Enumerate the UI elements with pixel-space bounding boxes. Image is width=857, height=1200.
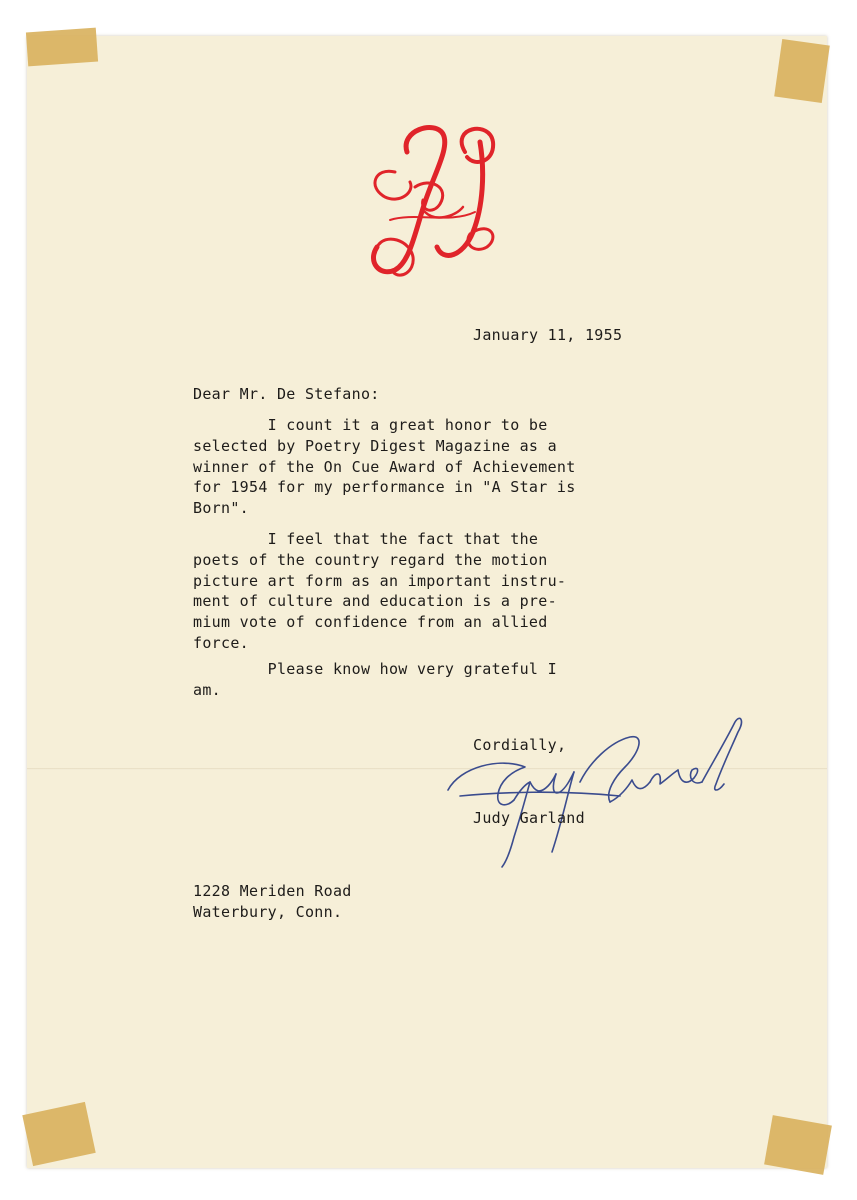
address-city: Waterbury, Conn. (193, 903, 343, 921)
letter-salutation: Dear Mr. De Stefano: (193, 385, 380, 403)
monogram-logo (355, 112, 505, 282)
handwritten-signature (440, 712, 750, 872)
letter-date: January 11, 1955 (473, 326, 623, 344)
address-street: 1228 Meriden Road (193, 882, 352, 900)
letter-paragraph-3: Please know how very grateful I am. (193, 660, 557, 699)
letter-closing: Cordially, (473, 736, 567, 754)
letter-paragraph-2: I feel that the fact that the poets of the country regard the motion picture art form as an important instru- ment of culture and education is a pre- mium vote of confidence from an allied force. (193, 530, 567, 652)
tape-top-left (26, 28, 98, 67)
letter-paragraph-1: I count it a great honor to be selected by Poetry Digest Magazine as a winner of the On Cue Award of Achievement for 1954 for my performance in "A Star is Born". (193, 416, 576, 518)
signer-name: Judy Garland (473, 809, 585, 827)
tape-top-right (774, 39, 830, 103)
tape-bottom-right (764, 1115, 832, 1175)
